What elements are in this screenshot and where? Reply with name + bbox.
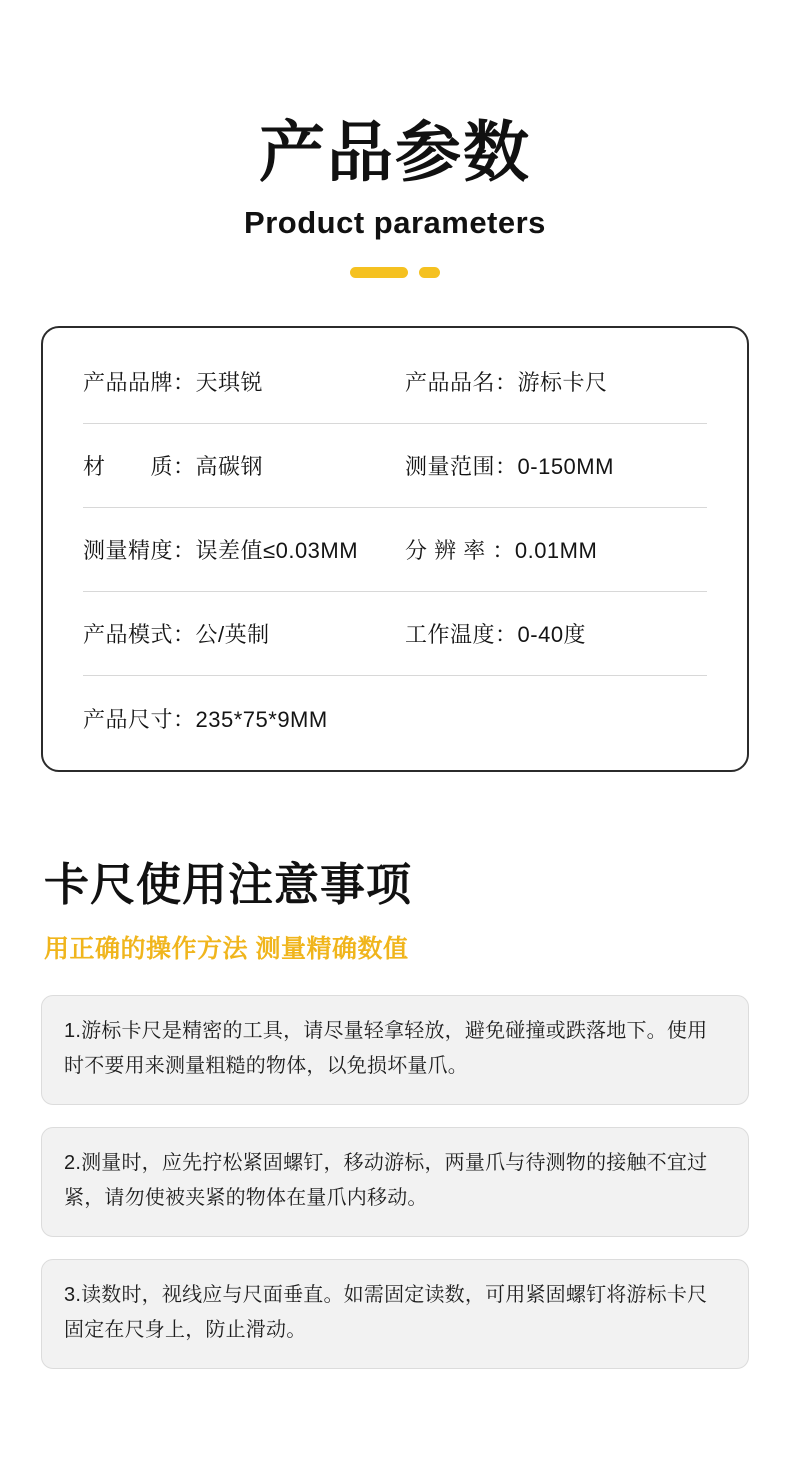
parameter-value: 高碳钢 (195, 454, 264, 480)
parameter-mode (83, 618, 405, 649)
parameter-value: 0-40度 (517, 622, 587, 648)
parameter-label: 产品模式： (83, 622, 196, 648)
parameter-label: 材 质： (83, 454, 196, 480)
parameter-value: 误差值≤0.03MM (195, 538, 359, 564)
parameters-card (41, 326, 749, 772)
list-item: 2.测量时，应先拧松紧固螺钉，移动游标，两量爪与待测物的接触不宜过紧，请勿使被夹紧的物体在量爪内移动。 (41, 1127, 749, 1237)
parameter-label: 产品品牌： (83, 370, 196, 396)
parameter-resolution (405, 534, 707, 565)
notice-header (44, 848, 790, 965)
parameter-row (83, 592, 707, 676)
parameter-label: 产品尺寸： (83, 706, 196, 732)
page-title: 产品参数 (259, 115, 531, 189)
parameter-accuracy (83, 534, 405, 565)
parameter-value: 0.01MM (514, 538, 598, 564)
parameter-working-temperature (405, 618, 707, 649)
parameter-label: 工作温度： (405, 622, 518, 648)
notice-subtitle: 用正确的操作方法 测量精确数值 (44, 935, 409, 964)
parameter-row (83, 508, 707, 592)
parameter-value: 天琪锐 (195, 370, 264, 396)
notice-list (41, 995, 749, 1369)
parameter-label: 产品品名： (405, 370, 518, 396)
parameter-label: 测量精度： (83, 538, 196, 564)
parameter-row (83, 676, 707, 760)
divider-dash-long (350, 267, 408, 278)
decorative-divider (0, 267, 790, 278)
divider-dash-short (419, 267, 440, 278)
parameter-value: 235*75*9MM (195, 706, 328, 732)
parameter-value: 0-150MM (517, 454, 614, 480)
parameter-value: 游标卡尺 (517, 370, 608, 396)
parameter-measuring-range (405, 450, 707, 481)
parameter-product-size (83, 703, 405, 734)
page-subtitle-en: Product parameters (244, 205, 546, 241)
parameter-row (83, 424, 707, 508)
parameter-product-name (405, 366, 707, 397)
parameter-label: 测量范围： (405, 454, 518, 480)
list-item: 1.游标卡尺是精密的工具，请尽量轻拿轻放，避免碰撞或跌落地下。使用时不要用来测量粗糙的物体，以免损坏量爪。 (41, 995, 749, 1105)
bottom-spacer (0, 1369, 790, 1439)
page-header (0, 0, 790, 278)
parameter-material (83, 450, 405, 481)
list-item: 3.读数时，视线应与尺面垂直。如需固定读数，可用紧固螺钉将游标卡尺固定在尺身上，防止滑动。 (41, 1259, 749, 1369)
notice-title: 卡尺使用注意事项 (44, 859, 413, 911)
parameter-brand (83, 366, 405, 397)
parameter-row (83, 340, 707, 424)
parameter-value: 公/英制 (195, 622, 270, 648)
parameter-label: 分 辨 率 ： (405, 538, 515, 564)
